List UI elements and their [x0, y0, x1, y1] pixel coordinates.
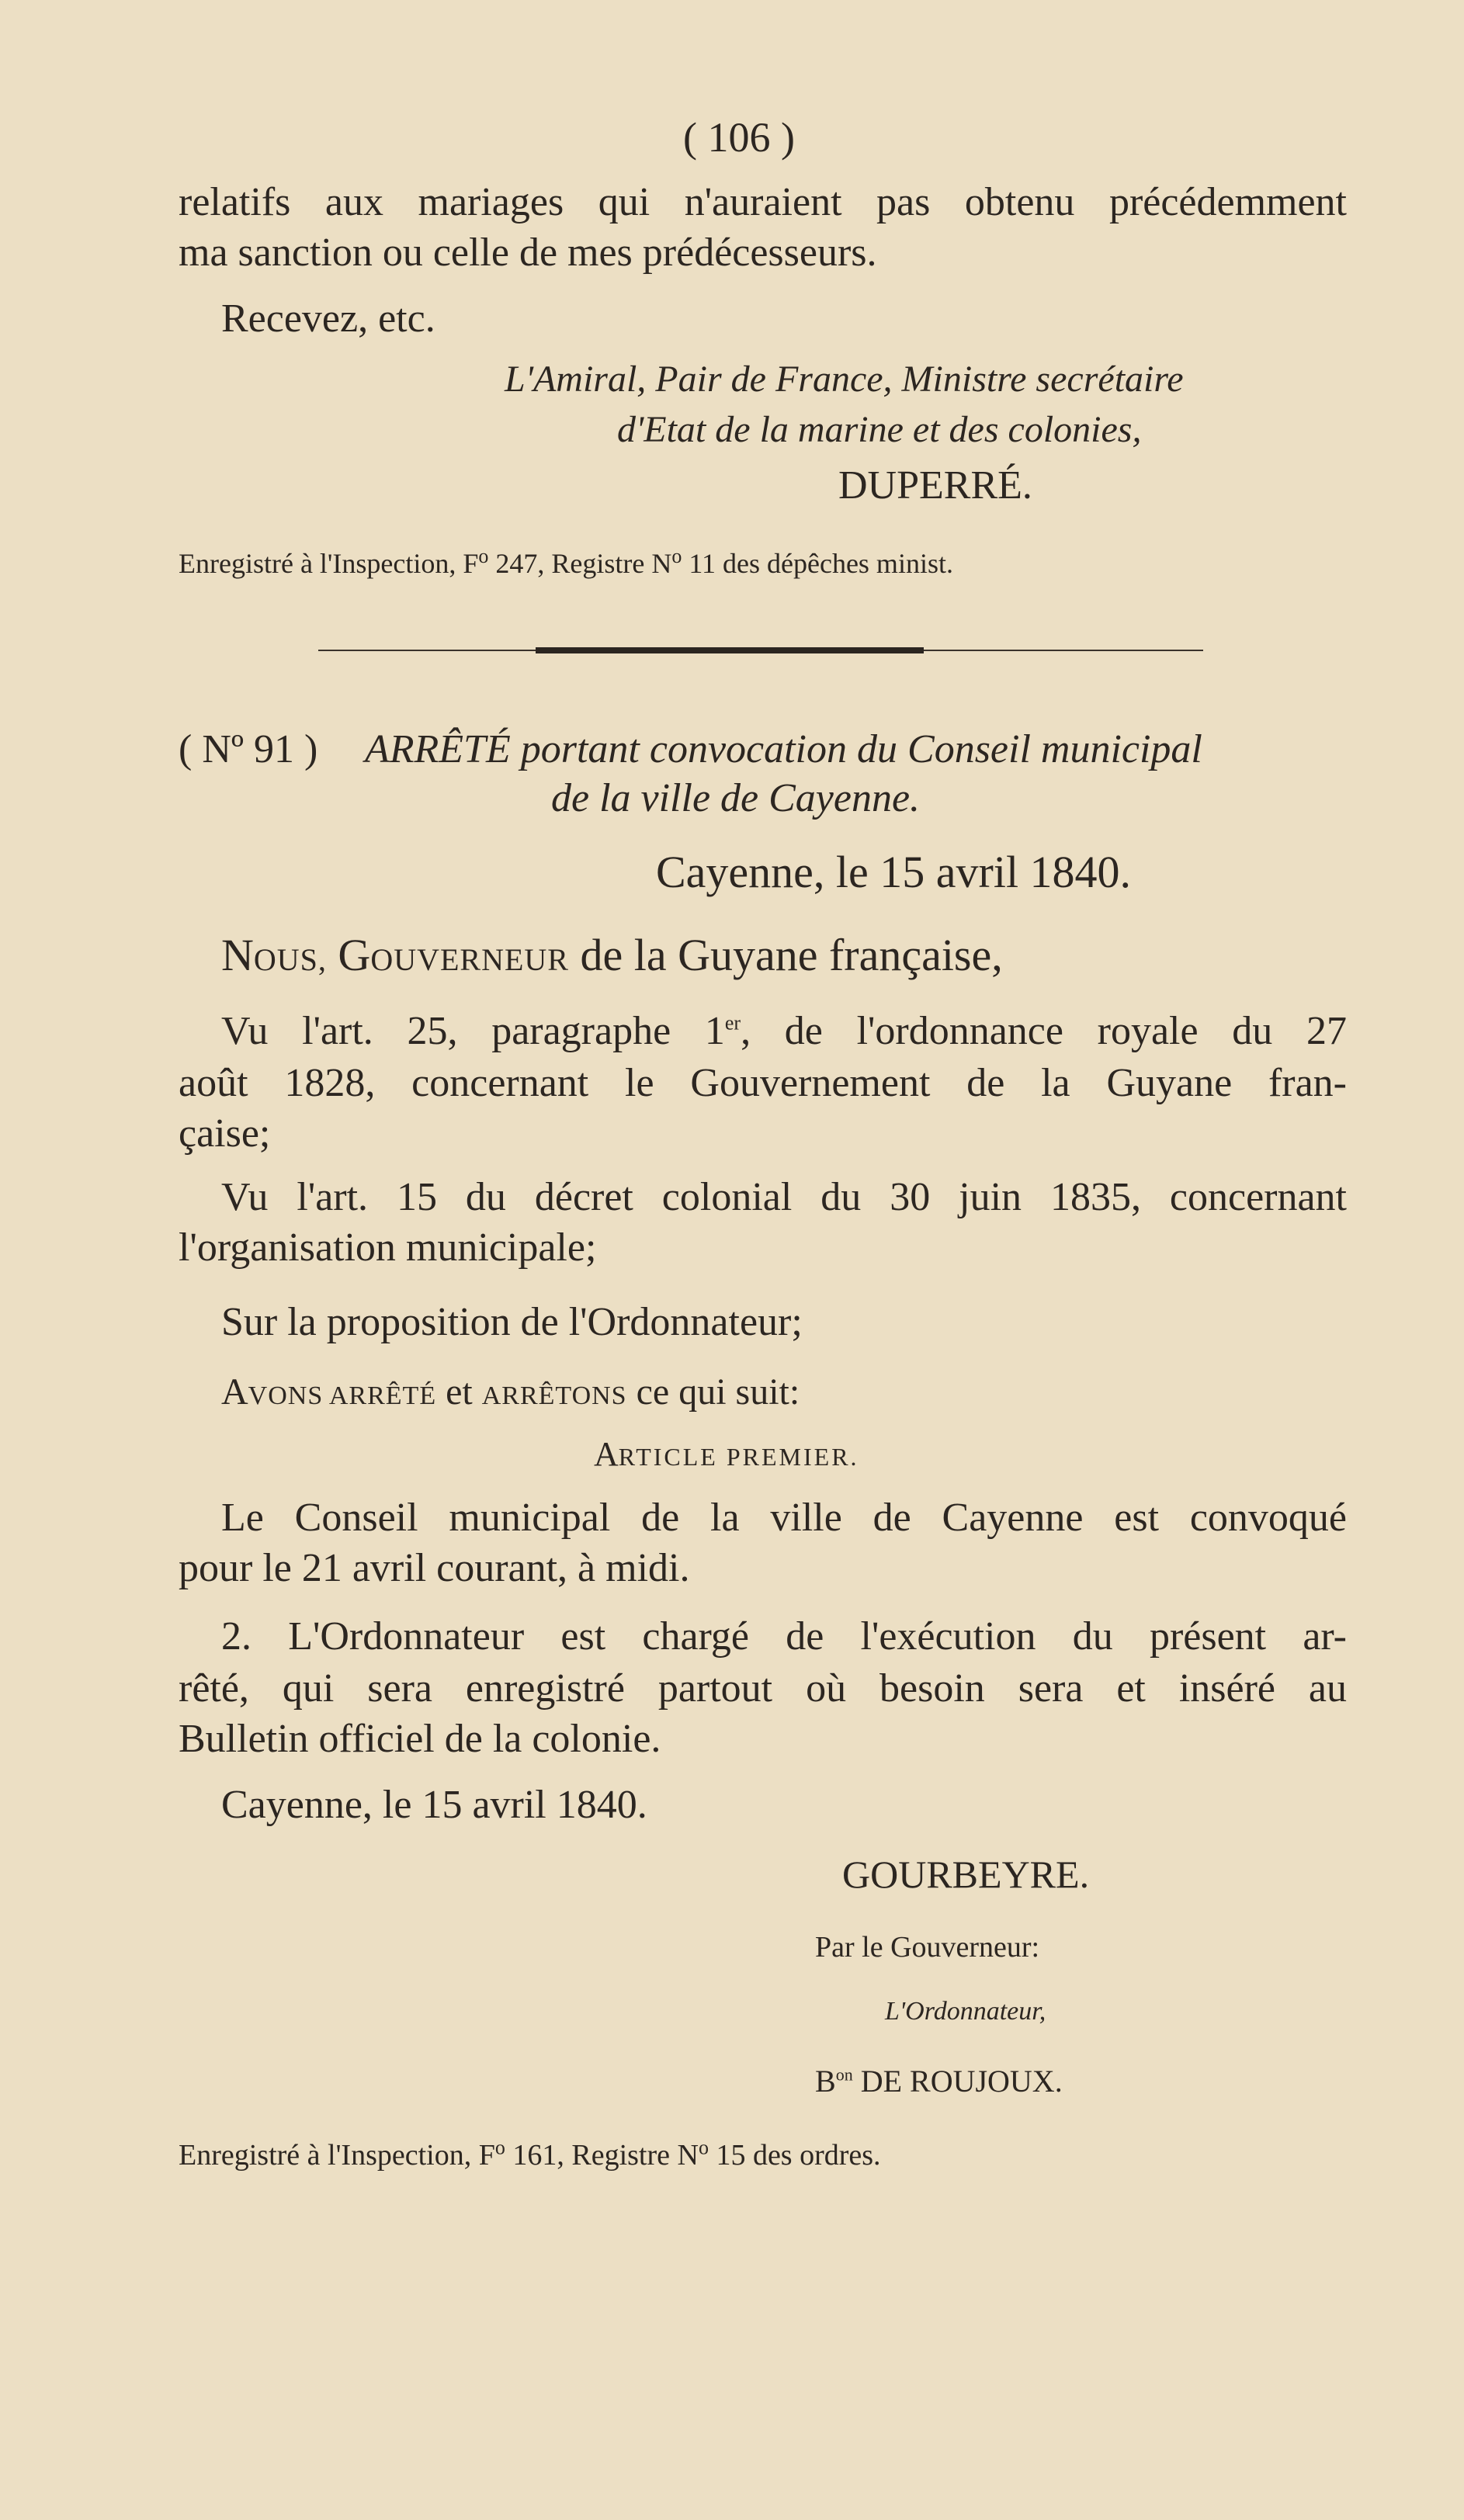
par-le-gouverneur: Par le Gouverneur: [815, 1931, 1040, 1964]
ordonnateur-signature: $B^{on}$ DE ROUJOUX. [815, 2064, 1063, 2099]
vu-paragraph-1-line-1: Vu l'art. 25, paragraphe 1er, de l'ordonnance royale du 27 [221, 1009, 1347, 1053]
article-1-line-1: Le Conseil municipal de la ville de Cayenne est convoqué [221, 1496, 1347, 1540]
continuation-line-1: relatifs aux mariages qui n'auraient pas obtenu précédemment [179, 180, 1347, 224]
ordonnateur-title: L'Ordonnateur, [885, 1997, 1046, 2026]
registration-note-1: Enregistré à l'Inspection, $F^o$ 247, Registre $N^o$ 11 des dépêches minist. [179, 545, 953, 579]
signature-title-line-2: d'Etat de la marine et des colonies, [617, 409, 1142, 450]
decree-number: ( Nº 91 ) [179, 727, 318, 771]
closing-formula: Recevez, etc. [221, 296, 435, 341]
decree-title-line-1: ARRÊTÉ portant convocation du Conseil municipal [365, 727, 1202, 771]
decree-title-line-2: de la ville de Cayenne. [551, 776, 921, 820]
governor-signature: GOURBEYRE. [842, 1853, 1090, 1896]
continuation-line-2: ma sanction ou celle de mes prédécesseurs. [179, 231, 877, 275]
signature-name: DUPERRÉ. [838, 463, 1032, 508]
article-heading: ARTICLE PREMIER. [594, 1435, 859, 1473]
proposition-line: Sur la proposition de l'Ordonnateur; [221, 1300, 803, 1344]
article-2-line-1: 2. L'Ordonnateur est chargé de l'exécution du présent ar- [221, 1614, 1347, 1659]
page-number: ( 106 ) [683, 114, 795, 161]
vu-paragraph-2-line-1: Vu l'art. 15 du décret colonial du 30 juin 1835, concernant [221, 1175, 1347, 1219]
article-1-line-2: pour le 21 avril courant, à midi. [179, 1546, 690, 1590]
registration-note-2: Enregistré à l'Inspection, $F^o$ 161, Registre $N^o$ 15 des ordres. [179, 2136, 881, 2172]
vu-paragraph-1-line-3: çaise; [179, 1111, 271, 1156]
vu-paragraph-1-line-2: août 1828, concernant le Gouvernement de la Guyane fran- [179, 1061, 1347, 1105]
closing-dateline: Cayenne, le 15 avril 1840. [221, 1783, 647, 1827]
enacting-clause: AVONS ARRÊTÉ et ARRÊTONS ce qui suit: [221, 1371, 800, 1413]
preamble: NOUS, GOUVERNEUR de la Guyane française, [221, 930, 1003, 980]
vu-paragraph-2-line-2: l'organisation municipale; [179, 1225, 597, 1270]
signature-title-line-1: L'Amiral, Pair de France, Ministre secrétaire [505, 359, 1184, 400]
separator-rule-center [536, 647, 924, 653]
article-2-line-3: Bulletin officiel de la colonie. [179, 1717, 661, 1761]
decree-dateline: Cayenne, le 15 avril 1840. [656, 847, 1132, 897]
article-2-line-2: rêté, qui sera enregistré partout où besoin sera et inséré au [179, 1666, 1347, 1711]
